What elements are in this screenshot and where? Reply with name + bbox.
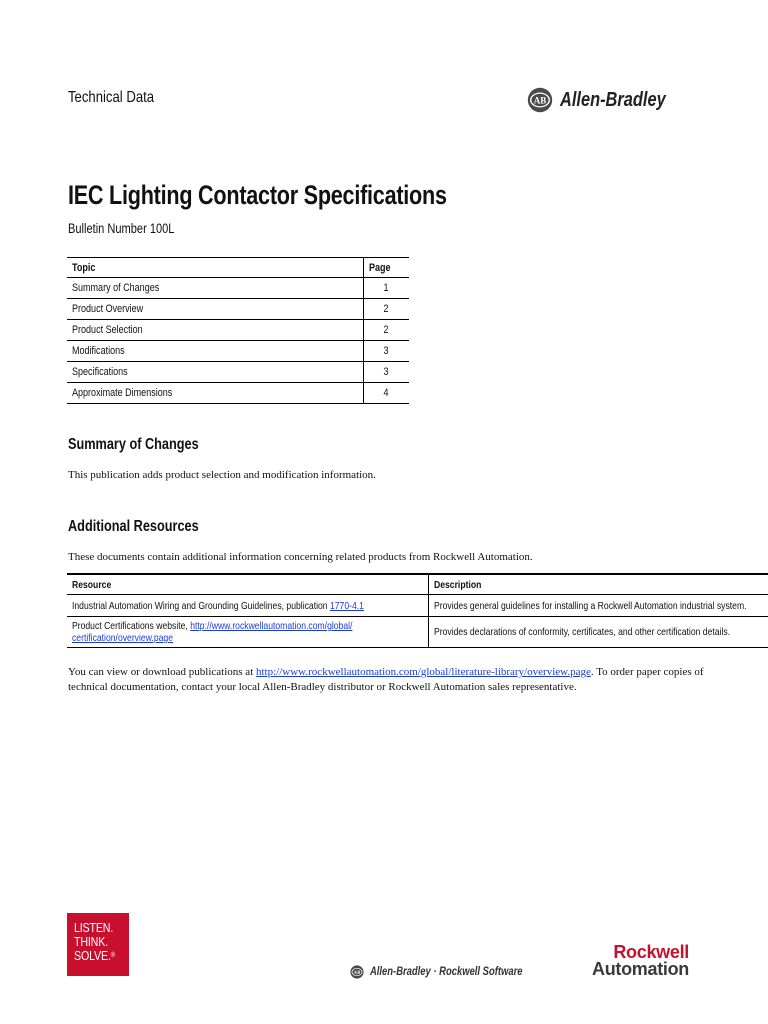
resources-table-header-row bbox=[67, 574, 768, 595]
footer-brands-text: Allen-Bradley · Rockwell Software bbox=[370, 966, 523, 978]
brand-name: Allen-Bradley bbox=[560, 88, 666, 111]
allen-bradley-brand bbox=[527, 87, 689, 113]
footer-brands bbox=[350, 965, 556, 979]
literature-library-link[interactable]: http://www.rockwellautomation.com/global/literature-library/overview.page bbox=[256, 666, 591, 678]
page-cell: 2 bbox=[364, 299, 410, 320]
allen-bradley-small-logo-icon bbox=[350, 965, 364, 979]
description-column-header: Description bbox=[429, 574, 768, 595]
page-title: IEC Lighting Contactor Specifications bbox=[68, 180, 447, 210]
table-row bbox=[67, 278, 409, 299]
table-row bbox=[67, 383, 409, 404]
page-cell: 1 bbox=[364, 278, 410, 299]
description-cell: Provides declarations of conformity, certificates, and other certification details. bbox=[429, 617, 768, 648]
table-row bbox=[67, 341, 409, 362]
summary-heading: Summary of Changes bbox=[68, 436, 199, 453]
listen-think-solve-badge bbox=[67, 913, 129, 976]
resource-cell: Industrial Automation Wiring and Grounding Guidelines, publication 1770-4.1 bbox=[67, 595, 429, 617]
publications-paragraph: You can view or download publications at http://www.rockwellautomation.com/global/literature-library/overview.page. To order paper copies of technical documentation, contact your local Allen-Bradley distributor or Rockwell Automation sales representative. bbox=[68, 666, 704, 693]
ab-logo-text: AB bbox=[533, 95, 547, 106]
additional-resources-intro: These documents contain additional information concerning related products from Rockwell Automation. bbox=[68, 551, 533, 563]
rockwell-text: Rockwell bbox=[613, 942, 689, 962]
document-type-label: Technical Data bbox=[68, 89, 155, 106]
topic-cell: Approximate Dimensions bbox=[67, 383, 364, 404]
bulletin-number: Bulletin Number 100L bbox=[68, 221, 175, 236]
certification-link-continued[interactable]: certification/overview.page bbox=[72, 632, 173, 644]
description-cell: Provides general guidelines for installing a Rockwell Automation industrial system. bbox=[429, 595, 768, 617]
page-column-header: Page bbox=[364, 258, 410, 278]
registered-mark: ® bbox=[110, 952, 115, 959]
table-row bbox=[67, 595, 768, 617]
page-cell: 3 bbox=[364, 362, 410, 383]
solve-text: SOLVE. bbox=[74, 948, 111, 963]
table-row bbox=[67, 617, 768, 648]
topic-cell: Product Overview bbox=[67, 299, 364, 320]
certification-link[interactable]: http://www.rockwellautomation.com/global/ bbox=[190, 620, 353, 632]
topic-column-header: Topic bbox=[67, 258, 364, 278]
resource-column-header: Resource bbox=[67, 574, 429, 595]
page-cell: 3 bbox=[364, 341, 410, 362]
page-cell: 4 bbox=[364, 383, 410, 404]
additional-resources-heading: Additional Resources bbox=[68, 518, 199, 535]
page-cell: 2 bbox=[364, 320, 410, 341]
table-row bbox=[67, 299, 409, 320]
automation-text: Automation bbox=[592, 959, 689, 979]
resources-table bbox=[67, 573, 768, 648]
think-text: THINK. bbox=[74, 934, 108, 949]
topic-cell: Product Selection bbox=[67, 320, 364, 341]
resource-cell: Product Certifications website, http://www.rockwellautomation.com/global/ certification/overview.page bbox=[67, 617, 429, 648]
topic-table-header-row bbox=[67, 258, 409, 278]
summary-text: This publication adds product selection and modification information. bbox=[68, 469, 376, 481]
topic-cell: Modifications bbox=[67, 341, 364, 362]
publication-link[interactable]: 1770-4.1 bbox=[329, 599, 364, 612]
topic-table bbox=[67, 257, 409, 404]
table-row bbox=[67, 362, 409, 383]
listen-text: LISTEN. bbox=[74, 920, 114, 935]
svg-text:AB: AB bbox=[353, 970, 361, 976]
allen-bradley-logo-icon bbox=[527, 87, 553, 113]
topic-cell: Summary of Changes bbox=[67, 278, 364, 299]
topic-cell: Specifications bbox=[67, 362, 364, 383]
rockwell-automation-logo bbox=[558, 944, 689, 978]
table-row bbox=[67, 320, 409, 341]
